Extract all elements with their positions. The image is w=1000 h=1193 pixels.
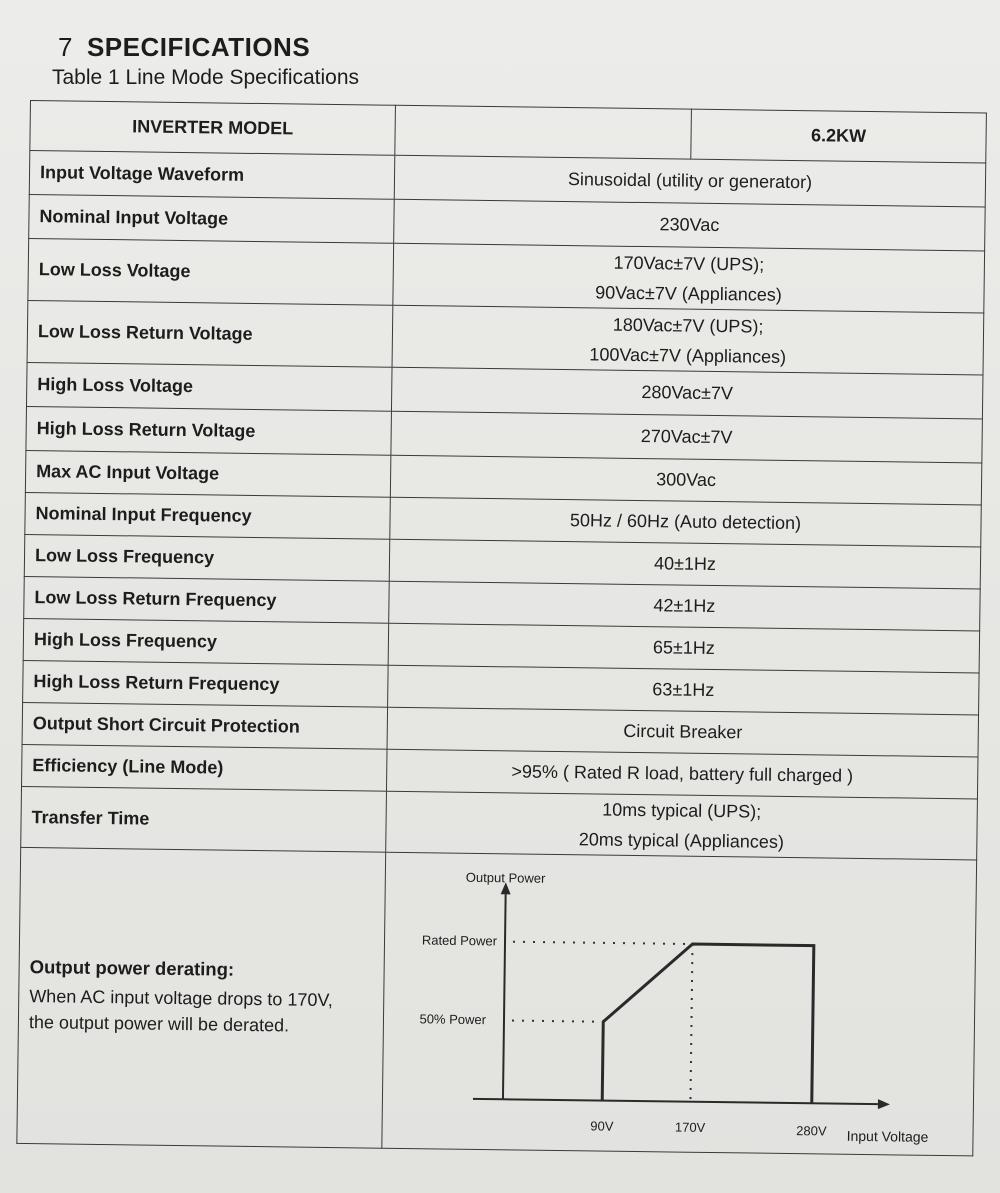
- spec-label: Output Short Circuit Protection: [22, 702, 388, 749]
- rated-power-guide: [513, 942, 692, 944]
- spec-value: [391, 367, 983, 419]
- spec-value-line: Sinusoidal (utility or generator): [567, 169, 813, 193]
- inverter-model-value: 6.2KW: [691, 109, 987, 163]
- x-tick-280v: 280V: [796, 1123, 827, 1139]
- spec-value-line: Circuit Breaker: [623, 720, 743, 743]
- spec-value: [393, 243, 985, 313]
- spec-value-line: 100Vac±7V (Appliances): [589, 343, 787, 367]
- spec-value-line: >95% ( Rated R load, battery full charged ): [511, 761, 854, 786]
- spec-value-line: 170Vac±7V (UPS);: [613, 252, 765, 275]
- derating-description-cell: [17, 847, 386, 1148]
- spec-label: Low Loss Return Frequency: [24, 576, 390, 623]
- spec-value: [386, 791, 978, 860]
- spec-value-line: 40±1Hz: [653, 553, 717, 575]
- half-power-guide: [512, 1021, 603, 1022]
- derating-title: Output power derating:: [29, 956, 235, 981]
- spec-label: High Loss Voltage: [26, 362, 392, 411]
- spec-value-line: 180Vac±7V (UPS);: [612, 314, 764, 337]
- spec-label: Low Loss Return Voltage: [27, 300, 393, 367]
- x-tick-90v: 90V: [590, 1118, 614, 1134]
- table-caption: Table 1 Line Mode Specifications: [52, 66, 360, 89]
- derating-text-line2: the output power will be derated.: [28, 1011, 290, 1035]
- spec-value: [394, 155, 986, 207]
- derating-chart-cell: [382, 852, 977, 1156]
- header-spacer-cell: [395, 105, 692, 159]
- spec-label: High Loss Frequency: [23, 618, 389, 665]
- spec-label: Input Voltage Waveform: [29, 151, 395, 200]
- spec-value-line: 20ms typical (Appliances): [578, 829, 785, 852]
- spec-label: Nominal Input Frequency: [25, 492, 391, 539]
- x-axis-arrow: [878, 1099, 890, 1109]
- derating-row: [17, 847, 977, 1155]
- spec-value-line: 50Hz / 60Hz (Auto detection): [569, 510, 802, 534]
- spec-value-line: 10ms typical (UPS);: [602, 799, 762, 822]
- spec-label: Nominal Input Voltage: [29, 194, 395, 243]
- spec-value: [392, 305, 984, 375]
- derating-chart: [382, 853, 976, 1151]
- section-title: SPECIFICATIONS: [86, 32, 311, 62]
- derating-curve: [602, 943, 814, 1103]
- spec-label: Low Loss Frequency: [24, 534, 390, 581]
- line-mode-spec-table: [16, 100, 987, 1156]
- spec-value-line: 65±1Hz: [652, 637, 715, 659]
- derating-text-line1: When AC input voltage drops to 170V,: [29, 986, 333, 1011]
- spec-value: [391, 411, 983, 463]
- y-tick-half-power: 50% Power: [419, 1011, 487, 1028]
- spec-value-line: 270Vac±7V: [640, 426, 733, 448]
- y-axis: [503, 894, 506, 1099]
- x-axis: [503, 1099, 878, 1104]
- x-170-guide: [690, 944, 692, 1102]
- spec-label: High Loss Return Frequency: [23, 660, 389, 707]
- spec-label: High Loss Return Voltage: [26, 406, 392, 455]
- spec-value-line: 63±1Hz: [652, 679, 715, 701]
- inverter-model-label: INVERTER MODEL: [30, 101, 396, 156]
- spec-value-line: 300Vac: [656, 469, 717, 491]
- spec-value-line: 280Vac±7V: [641, 382, 734, 404]
- spec-value-line: 42±1Hz: [653, 595, 716, 617]
- spec-label: Max AC Input Voltage: [25, 450, 391, 497]
- y-tick-rated-power: Rated Power: [421, 932, 498, 949]
- x-tick-170v: 170V: [674, 1119, 706, 1135]
- section-number: 7: [58, 32, 73, 62]
- spec-label: Efficiency (Line Mode): [22, 744, 388, 791]
- spec-value: [394, 199, 986, 251]
- x-axis-title: Input Voltage: [846, 1127, 929, 1145]
- spec-label: Transfer Time: [21, 786, 387, 852]
- spec-label: Low Loss Voltage: [28, 238, 394, 305]
- spec-value-line: 230Vac: [659, 214, 720, 236]
- spec-value-line: 90Vac±7V (Appliances): [595, 281, 782, 305]
- y-axis-title: Output Power: [465, 869, 546, 886]
- section-heading: [58, 32, 310, 63]
